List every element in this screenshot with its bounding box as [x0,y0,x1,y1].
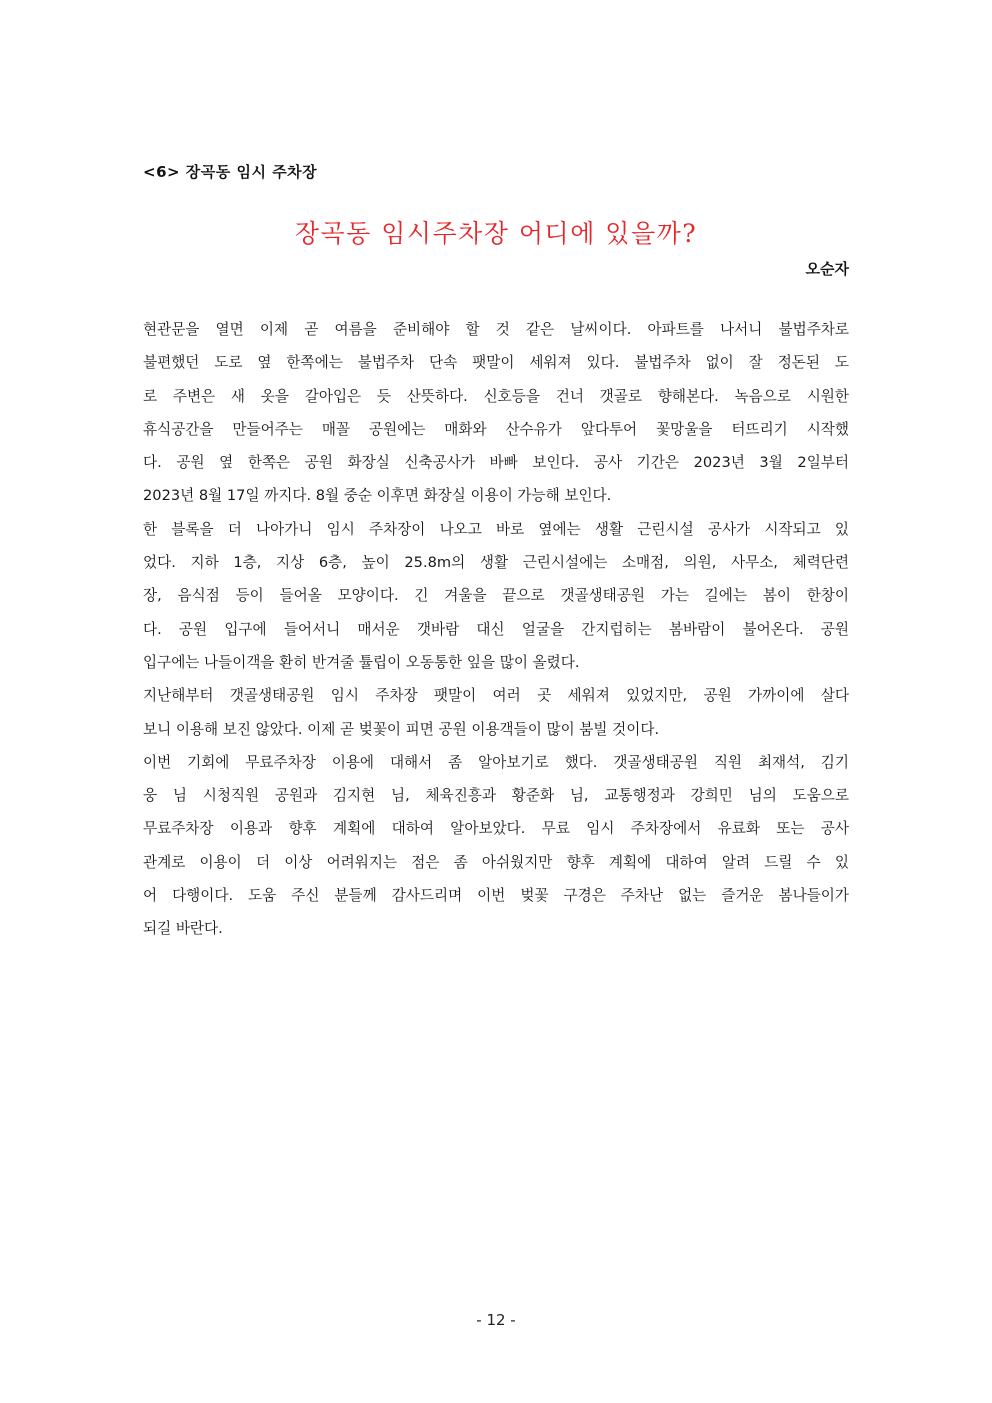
body-line: 현관문을 열면 이제 곧 여름을 준비해야 할 것 같은 날씨이다. 아파트를 나서니 불법주차로 [143,321,849,338]
body-line: 다. 공원 입구에 들어서니 매서운 갯바람 대신 얼굴을 간지럽히는 봄바람이 불어온다. 공원 [143,620,849,638]
body-line: 로 주변은 새 옷을 갈아입은 듯 산뜻하다. 신호등을 건너 갯골로 향해본다. 녹음으로 시원한 [143,387,849,405]
body-line: 었다. 지하 1층, 지상 6층, 높이 25.8m의 생활 근린시설에는 소매점, 의원, 사무소, 체력단련 [143,554,849,572]
section-label: <6> 장곡동 임시 주차장 [143,163,318,181]
body-line: 지난해부터 갯골생태공원 임시 주차장 팻말이 여러 곳 세워져 있었지만, 공원 가까이에 살다 [143,687,849,705]
body-line: 입구에는 나들이객을 환히 반겨줄 튤립이 오동통한 잎을 많이 올렸다. [143,653,580,671]
body-line: 보니 이용해 보진 않았다. 이제 곧 벚꽃이 피면 공원 이용객들이 많이 붐빌 것이다. [143,720,660,738]
body-line: 한 블록을 더 나아가니 임시 주차장이 나오고 바로 옆에는 생활 근린시설 공사가 시작되고 있 [143,520,849,538]
body-line: 관계로 이용이 더 이상 어려워지는 점은 좀 아쉬웠지만 향후 계획에 대하여 알려 드릴 수 있 [143,853,849,871]
body-line: 무료주차장 이용과 향후 계획에 대하여 알아보았다. 무료 임시 주차장에서 유료화 또는 공사 [143,820,849,838]
body-line: 이번 기회에 무료주차장 이용에 대해서 좀 알아보기로 했다. 갯골생태공원 직원 최재석, 김기 [143,753,849,771]
author-name: 오순자 [805,260,849,278]
body-line: 되길 바란다. [143,920,223,938]
body-line: 불편했던 도로 옆 한쪽에는 불법주차 단속 팻말이 세워져 있다. 불법주차 없이 잘 정돈된 도 [143,354,849,372]
article-title: 장곡동 임시주차장 어디에 있을까? [294,219,698,248]
page-number: - 12 - [476,1311,516,1329]
body-line: 장, 음식점 등이 들어올 모양이다. 긴 겨울을 끝으로 갯골생태공원 가는 길에는 봄이 한창이 [143,587,849,605]
body-line: 휴식공간을 만들어주는 매꼴 공원에는 매화와 산수유가 앞다투어 꽃망울을 터뜨리기 시작했 [143,420,849,438]
body-line: 2023년 8월 17일 까지다. 8월 중순 이후면 화장실 이용이 가능해 보인다. [143,487,612,505]
body-line: 다. 공원 옆 한쪽은 공원 화장실 신축공사가 바빠 보인다. 공사 기간은 2023년 3월 2일부터 [143,454,849,472]
article-body [143,313,849,946]
body-line: 어 다행이다. 도움 주신 분들께 감사드리며 이번 벚꽃 구경은 주차난 없는 즐거운 봄나들이가 [143,887,849,905]
body-line: 웅 님 시청직원 공원과 김지현 님, 체육진흥과 황준화 님, 교통행정과 강희민 님의 도움으로 [143,787,849,805]
